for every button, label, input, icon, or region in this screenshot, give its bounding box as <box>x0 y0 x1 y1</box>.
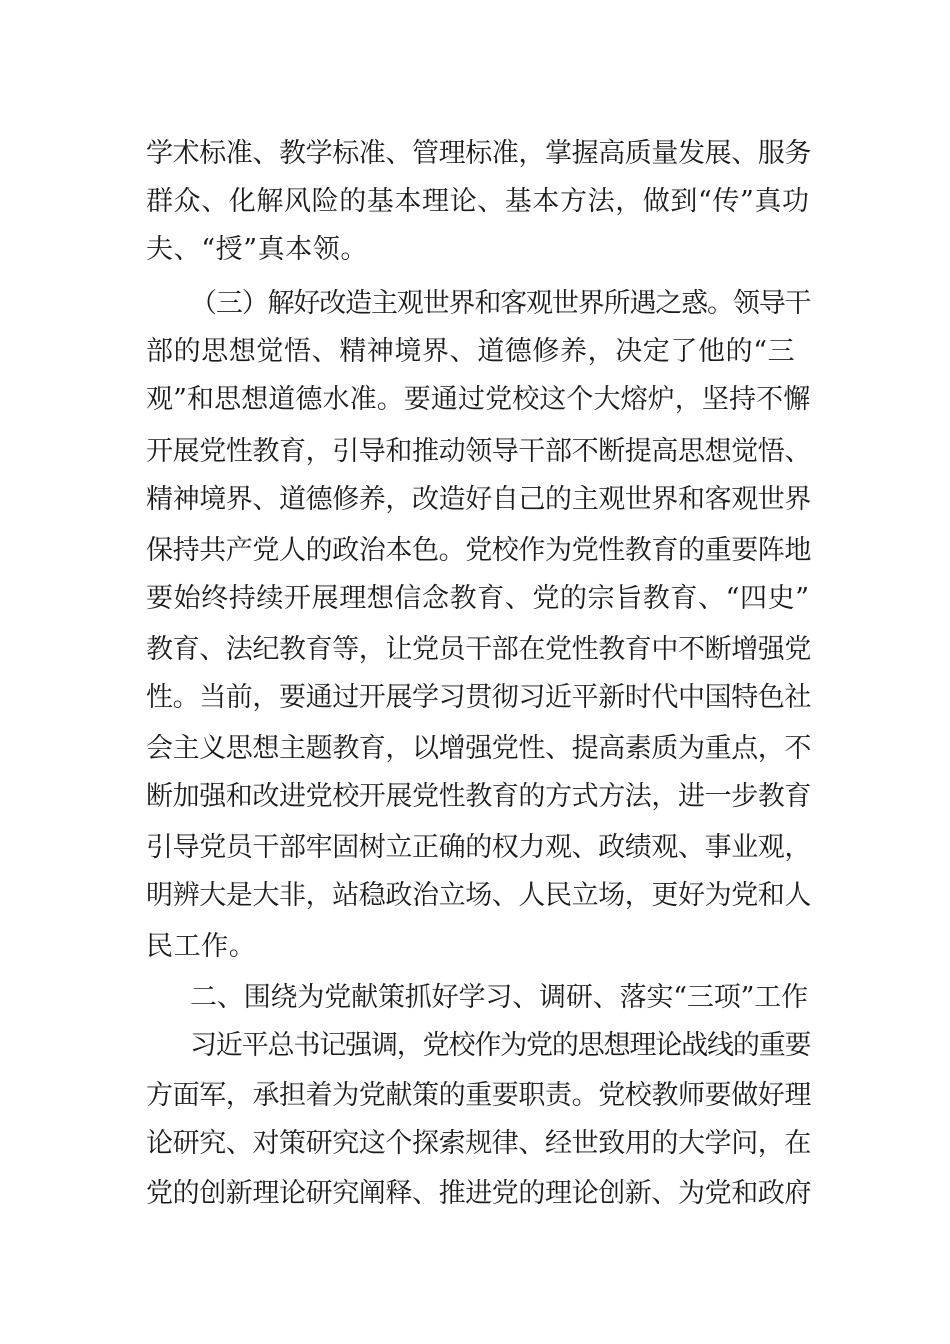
text-line: 群众、化解风险的基本理论、基本方法，做到“传”真功 <box>146 186 810 217</box>
text-line: 观”和思想道德水准。要通过党校这个大熔炉，坚持不懈 <box>146 384 811 415</box>
text-line: 民工作。 <box>146 931 257 962</box>
text-line: 开展党性教育，引导和推动领导干部不断提高思想觉悟、 <box>146 436 811 467</box>
text-line: 教育、法纪教育等，让党员干部在党性教育中不断增强党 <box>146 634 811 665</box>
text-line: 性。当前，要通过开展学习贯彻习近平新时代中国特色社 <box>146 682 811 713</box>
paragraph-heading: （三）解好改造主观世界和客观世界所遇之惑。领导干 <box>190 288 811 319</box>
text-line: 断加强和改进党校开展党性教育的方式方法，进一步教育 <box>146 781 811 812</box>
text-line: 党的创新理论研究阐释、推进党的理论创新、为党和政府 <box>146 1178 811 1209</box>
text-line: 引导党员干部牢固树立正确的权力观、政绩观、事业观， <box>146 832 811 863</box>
text-line: 精神境界、道德修养，改造好自己的主观世界和客观世界 <box>146 484 811 515</box>
text-line: 部的思想觉悟、精神境界、道德修养，决定了他的“三 <box>146 336 796 367</box>
text-line: 要始终持续开展理想信念教育、党的宗旨教育、“四史” <box>146 583 810 614</box>
text-line: 论研究、对策研究这个探索规律、经世致用的大学问，在 <box>146 1128 811 1159</box>
text-line: 会主义思想主题教育，以增强党性、提高素质为重点，不 <box>146 733 811 764</box>
section-heading: 二、围绕为党献策抓好学习、调研、落实“三项”工作 <box>190 982 809 1013</box>
text-line: 学术标准、教学标准、管理标准，掌握高质量发展、服务 <box>146 138 811 169</box>
text-line: 方面军，承担着为党献策的重要职责。党校教师要做好理 <box>146 1080 811 1111</box>
text-line: 保持共产党人的政治本色。党校作为党性教育的重要阵地 <box>146 535 811 566</box>
text-line: 夫、“授”真本领。 <box>146 234 369 265</box>
paragraph-first-line: 习近平总书记强调，党校作为党的思想理论战线的重要 <box>190 1030 811 1061</box>
text-line: 明辨大是大非，站稳政治立场、人民立场，更好为党和人 <box>146 880 811 911</box>
